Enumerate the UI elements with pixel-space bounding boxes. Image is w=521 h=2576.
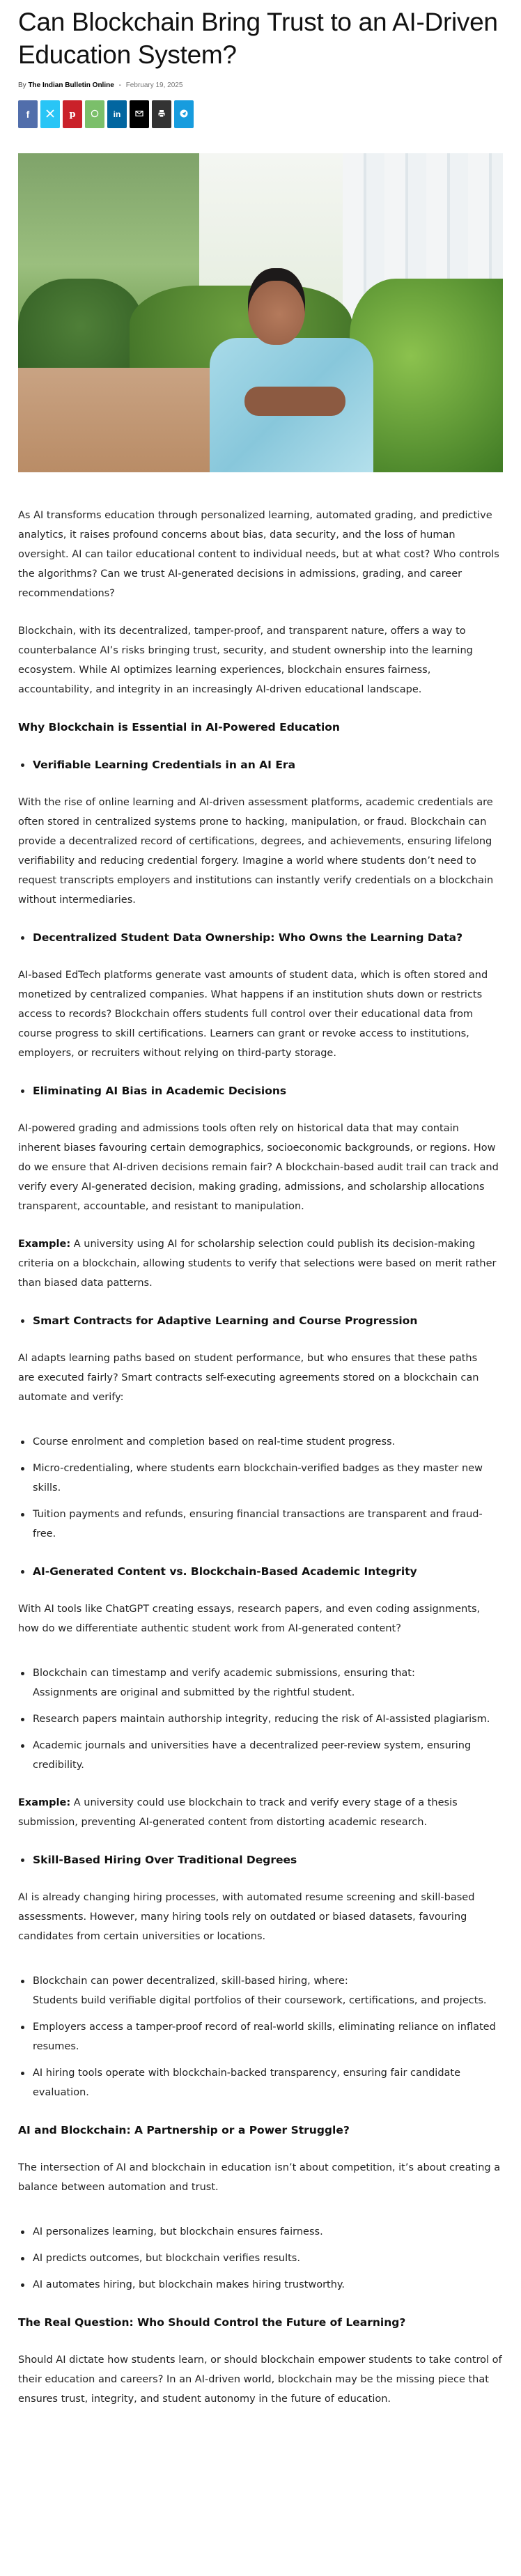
list-item: Employers access a tamper-proof record of real-world skills, eliminating reliance on inflated resumes. xyxy=(18,2017,503,2056)
share-bar xyxy=(18,100,503,128)
subsection-heading: Eliminating AI Bias in Academic Decisions xyxy=(18,1081,503,1101)
linkedin-icon: in xyxy=(113,109,121,119)
intro-paragraph: As AI transforms education through personalized learning, automated grading, and predictive analytics, it raises profound concerns about bias, data security, and the loss of human oversight. AI can tailor educational content to individual needs, but at what cost? Who controls the algorithms? Can we trust AI-generated decisions in admissions, grading, and career recommendations? xyxy=(18,510,499,599)
share-print-button[interactable] xyxy=(152,100,171,128)
portrait-subject xyxy=(210,268,373,472)
publish-date: February 19, 2025 xyxy=(125,82,183,89)
body-paragraph: AI-powered grading and admissions tools often rely on historical data that may contain inherent biases favouring certain demographics, socioeconomic backgrounds, or regions. How do we ensure that AI-driven decisions remain fair? A blockchain-based audit trail can track and verify every AI-generated decision, making grading, admissions, and scholarship allocations transparent, accountable, and resistant to manipulation. xyxy=(18,1123,499,1212)
subsection-heading: Skill-Based Hiring Over Traditional Degrees xyxy=(18,1850,503,1870)
list-item: Academic journals and universities have a decentralized peer-review system, ensuring credibility. xyxy=(18,1736,503,1775)
share-facebook-button[interactable] xyxy=(18,100,38,128)
bullet-list xyxy=(18,1432,503,1544)
list-item: Course enrolment and completion based on real-time student progress. xyxy=(18,1432,503,1452)
body-paragraph: AI-based EdTech platforms generate vast amounts of student data, which is often stored and monetized by centralized companies. What happens if an institution shuts down or restricts access to records? Blockchain offers students full control over their educational data from course progress to skill certifications. Learners can grant or revoke access to institutions, employers, or recruiters without relying on third-party storage. xyxy=(18,970,488,1059)
whatsapp-icon xyxy=(91,109,99,120)
list-item: AI predicts outcomes, but blockchain verifies results. xyxy=(18,2249,503,2268)
section-heading: Why Blockchain is Essential in AI-Powered Education xyxy=(18,721,340,734)
list-item: Blockchain can timestamp and verify academic submissions, ensuring that: Assignments are original and submitted by the rightful student. xyxy=(18,1663,503,1702)
example-paragraph: Example: A university could use blockchain to track and verify every stage of a thesissubmission, preventing AI-generated content from distorting academic research. xyxy=(18,1797,458,1828)
body-paragraph: AI is already changing hiring processes, with automated resume screening and skill-based assessments. However, many hiring tools rely on outdated or biased datasets, favouring candidates from certain universities or locations. xyxy=(18,1892,475,1942)
facebook-icon: f xyxy=(26,109,30,120)
byline-prefix: By xyxy=(18,82,26,89)
subsection-heading: Verifiable Learning Credentials in an AI Era xyxy=(18,755,503,775)
section-heading: AI and Blockchain: A Partnership or a Power Struggle? xyxy=(18,2124,350,2136)
list-item: Blockchain can power decentralized, skill-based hiring, where: Students build verifiable digital portfolios of their coursework, certifications, and projects. xyxy=(18,1971,503,2010)
example-label: Example: xyxy=(18,1797,71,1808)
section-heading: The Real Question: Who Should Control the Future of Learning? xyxy=(18,2316,406,2329)
bullet-list xyxy=(18,1971,503,2102)
hero-image xyxy=(18,153,503,472)
body-paragraph: AI adapts learning paths based on student performance, but who ensures that these pathsare executed fairly? Smart contracts self-executing agreements stored on a blockchain can automate and verify: xyxy=(18,1353,479,1403)
list-item: AI personalizes learning, but blockchain ensures fairness. xyxy=(18,2222,503,2242)
byline-separator: - xyxy=(118,82,121,89)
share-linkedin-button[interactable] xyxy=(107,100,127,128)
article-body xyxy=(18,506,503,2409)
author-link[interactable]: The Indian Bulletin Online xyxy=(28,82,114,89)
print-icon xyxy=(157,109,166,120)
example-paragraph: Example: A university using AI for scholarship selection could publish its decision-making criteria on a blockchain, allowing students to verify that selections were based on merit rather than biased data patterns. xyxy=(18,1239,497,1289)
subsection-heading: Decentralized Student Data Ownership: Who Owns the Learning Data? xyxy=(18,928,503,947)
list-item: Tuition payments and refunds, ensuring financial transactions are transparent and fraud-free. xyxy=(18,1505,503,1544)
byline xyxy=(18,81,503,91)
share-pinterest-button[interactable] xyxy=(63,100,82,128)
share-whatsapp-button[interactable] xyxy=(85,100,104,128)
bullet-list xyxy=(18,1663,503,1775)
example-label: Example: xyxy=(18,1239,71,1250)
list-item: Research papers maintain authorship integrity, reducing the risk of AI-assisted plagiarism. xyxy=(18,1709,503,1729)
list-item: Micro-credentialing, where students earn blockchain-verified badges as they master new skills. xyxy=(18,1459,503,1498)
share-email-button[interactable] xyxy=(130,100,149,128)
intro-paragraph: Blockchain, with its decentralized, tamper-proof, and transparent nature, offers a way to counterbalance AI’s risks bringing trust, security, and student ownership into the learning ecosystem. While AI optimizes learning experiences, blockchain ensures fairness, accountability, and integrity in an increasingly AI-driven educational landscape. xyxy=(18,626,473,695)
email-icon xyxy=(135,109,143,120)
telegram-icon xyxy=(180,109,188,120)
body-paragraph: With the rise of online learning and AI-driven assessment platforms, academic credentials are often stored in centralized systems prone to hacking, manipulation, or fraud. Blockchain can provide a decentralized record of certifications, degrees, and achievements, ensuring lifelong verifiability and reducing credential forgery. Imagine a world where students don’t need to request transcripts employers and institutions can instantly verify credentials on a blockchain without intermediaries. xyxy=(18,797,494,906)
subsection-heading: AI-Generated Content vs. Blockchain-Based Academic Integrity xyxy=(18,1562,503,1581)
bullet-list xyxy=(18,2222,503,2295)
article-title: Can Blockchain Bring Trust to an AI-Driven Education System? xyxy=(18,8,498,69)
share-telegram-button[interactable] xyxy=(174,100,194,128)
body-paragraph: With AI tools like ChatGPT creating essays, research papers, and even coding assignments, how do we differentiate authentic student work from AI-generated content? xyxy=(18,1604,481,1634)
share-x-button[interactable] xyxy=(40,100,60,128)
subsection-heading: Smart Contracts for Adaptive Learning and Course Progression xyxy=(18,1311,503,1330)
list-item: AI automates hiring, but blockchain makes hiring trustworthy. xyxy=(18,2275,503,2295)
x-icon xyxy=(46,109,54,120)
pinterest-icon: p xyxy=(69,109,76,120)
body-paragraph: The intersection of AI and blockchain in education isn’t about competition, it’s about creating a balance between automation and trust. xyxy=(18,2162,501,2193)
list-item: AI hiring tools operate with blockchain-backed transparency, ensuring fair candidate evaluation. xyxy=(18,2063,503,2102)
body-paragraph: Should AI dictate how students learn, or should blockchain empower students to take control of their education and careers? In an AI-driven world, blockchain may be the missing piece that ensures trust, integrity, and student autonomy in the future of education. xyxy=(18,2354,502,2405)
